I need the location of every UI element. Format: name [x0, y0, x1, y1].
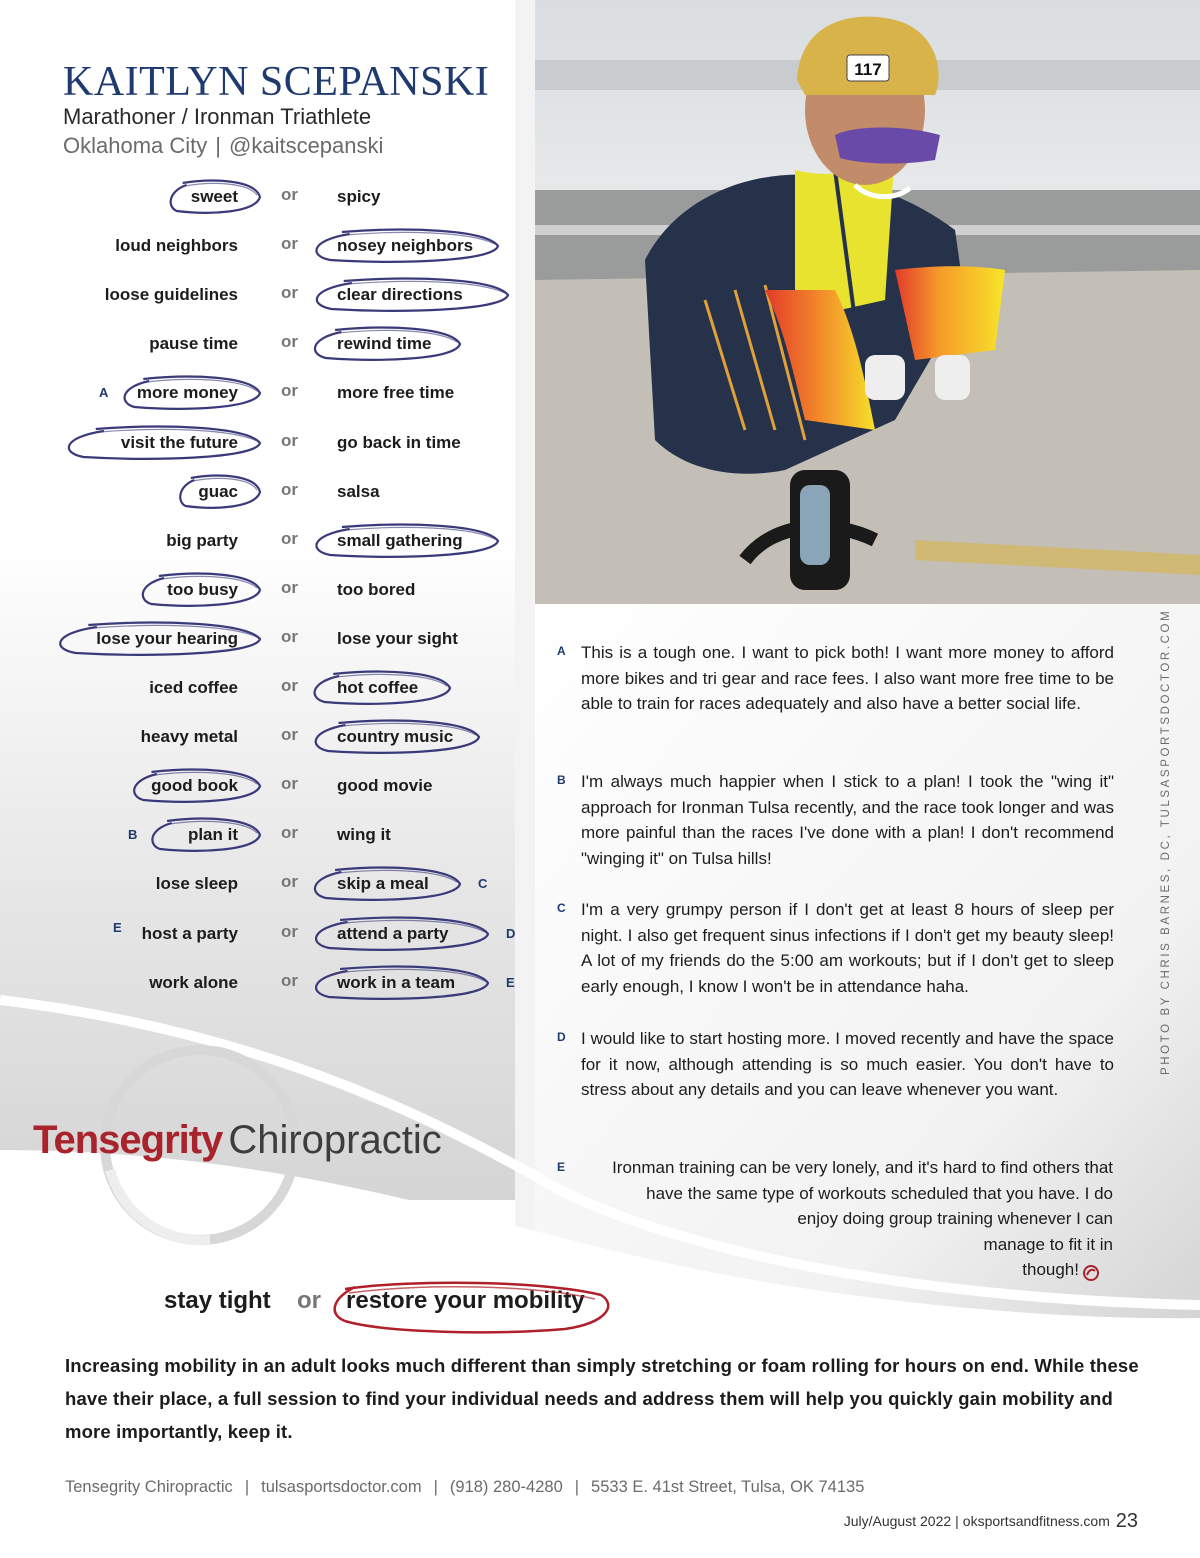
- choice-row: [0, 570, 540, 610]
- choice-left[interactable]: good book: [151, 776, 238, 795]
- choice-right[interactable]: country music: [337, 727, 454, 746]
- or-label: or: [281, 725, 298, 744]
- or-label: or: [281, 234, 298, 253]
- helmet-number: 117: [854, 60, 882, 79]
- choice-row: [0, 521, 540, 561]
- athlete-subtitle: Marathoner / Ironman Triathlete: [63, 104, 372, 129]
- magazine-site[interactable]: oksportsandfitness.com: [962, 1513, 1110, 1529]
- choice-left[interactable]: visit the future: [120, 433, 238, 452]
- end-mark-icon: [1082, 1264, 1100, 1282]
- choice-row: [0, 963, 540, 1003]
- choice-row: [0, 275, 540, 315]
- or-label: or: [281, 971, 298, 990]
- ad-left-option: stay tight: [164, 1287, 271, 1314]
- or-label: or: [281, 480, 298, 499]
- or-label: or: [281, 283, 298, 302]
- or-label: or: [281, 872, 298, 891]
- choice-right[interactable]: salsa: [337, 482, 380, 501]
- answer-block: [557, 640, 1114, 717]
- answer-text: This is a tough one. I want to pick both! I want more money to afford more bikes and tri gear and race fees. I also want more free time to be able to train for races adequately and also have a better social life.: [581, 643, 1114, 713]
- choice-right[interactable]: hot coffee: [337, 678, 419, 697]
- choice-left[interactable]: work alone: [149, 973, 238, 992]
- or-label: or: [281, 185, 298, 204]
- athlete-location: [63, 133, 383, 159]
- or-label: or: [281, 431, 298, 450]
- or-label: or: [281, 627, 298, 646]
- ad-right-option: restore your mobility: [346, 1287, 585, 1314]
- choice-row: [0, 177, 540, 217]
- choice-right[interactable]: lose your sight: [337, 629, 458, 648]
- answer-block: [557, 769, 1114, 871]
- choice-left[interactable]: sweet: [190, 187, 238, 206]
- or-label: or: [281, 676, 298, 695]
- choice-right[interactable]: work in a team: [337, 973, 456, 992]
- answer-e: [557, 1155, 1117, 1290]
- athlete-photo: [535, 0, 1200, 604]
- choice-right[interactable]: nosey neighbors: [337, 236, 474, 255]
- answer-letter: C: [557, 901, 566, 915]
- social-handle[interactable]: @kaitscepanski: [229, 133, 384, 158]
- or-label: or: [281, 823, 298, 842]
- choice-right[interactable]: wing it: [337, 825, 391, 844]
- choice-row: [0, 914, 540, 954]
- or-label: or: [281, 922, 298, 941]
- ad-body: Increasing mobility in an adult looks much different than simply stretching or foam rolling for hours on end. While these have their place, a full session to find your individual needs and address them will help you quickly gain mobility and more importantly, keep it.: [65, 1355, 1139, 1442]
- separator: |: [215, 133, 221, 158]
- choice-right[interactable]: clear directions: [337, 285, 463, 304]
- choice-row: [0, 226, 540, 266]
- choice-right[interactable]: spicy: [337, 187, 381, 206]
- answer-block: [557, 1026, 1114, 1103]
- footer: Tensegrity Chiropractic | tulsasportsdoctor.com | (918) 280-4280 | 5533 E. 41st Street, Tulsa, OK 74135: [65, 1478, 865, 1496]
- choice-left[interactable]: pause time: [149, 334, 238, 353]
- answer-letter: A: [557, 644, 566, 658]
- footer-website[interactable]: tulsasportsdoctor.com: [261, 1478, 422, 1496]
- choice-left[interactable]: loose guidelines: [104, 285, 238, 304]
- footer-phone[interactable]: (918) 280-4280: [449, 1478, 563, 1496]
- choice-row: [0, 472, 540, 512]
- choice-right[interactable]: skip a meal: [337, 874, 429, 893]
- choice-right[interactable]: go back in time: [337, 433, 461, 452]
- choice-right[interactable]: attend a party: [337, 924, 449, 943]
- answer-e-line: though!: [1022, 1260, 1079, 1279]
- choice-left[interactable]: lose sleep: [155, 874, 238, 893]
- choice-left[interactable]: host a party: [141, 924, 238, 943]
- or-label: or: [281, 578, 298, 597]
- answer-marker: D: [506, 926, 516, 941]
- or-label: or: [281, 332, 298, 351]
- choice-right[interactable]: good movie: [337, 776, 433, 795]
- issue-date: July/August 2022: [843, 1513, 952, 1529]
- or-label: or: [281, 774, 298, 793]
- answer-marker: A: [99, 385, 109, 400]
- choice-left[interactable]: heavy metal: [140, 727, 238, 746]
- page-number: 23: [1115, 1510, 1138, 1532]
- answer-letter: E: [557, 1160, 566, 1174]
- choice-left[interactable]: guac: [198, 482, 238, 501]
- answer-letter: D: [557, 1030, 566, 1044]
- choice-right[interactable]: small gathering: [337, 531, 463, 550]
- choice-row: [0, 373, 540, 413]
- choice-right[interactable]: too bored: [337, 580, 416, 599]
- city: Oklahoma City: [63, 133, 208, 158]
- answer-marker: E: [113, 920, 122, 935]
- choice-row: [0, 619, 540, 659]
- or-label: or: [281, 529, 298, 548]
- footer-business: Tensegrity Chiropractic: [65, 1478, 233, 1496]
- tensegrity-logo: [33, 1118, 442, 1163]
- answer-marker: E: [506, 975, 515, 990]
- choice-left[interactable]: plan it: [187, 825, 238, 844]
- choice-left[interactable]: big party: [166, 531, 238, 550]
- choice-row: [0, 668, 540, 708]
- choice-row: [0, 766, 540, 806]
- footer-address: 5533 E. 41st Street, Tulsa, OK 74135: [591, 1478, 865, 1496]
- choice-row: [0, 717, 540, 757]
- choice-left[interactable]: too busy: [167, 580, 238, 599]
- answer-text: I'm a very grumpy person if I don't get at least 8 hours of sleep per night. I also get frequent sinus infections if I don't get my beauty sleep! A lot of my friends do the 5:00 am workouts; but if I don't get to sleep early enough, I know I won't be in attendance haha.: [581, 900, 1114, 996]
- answer-e-line: enjoy doing group training whenever I can: [797, 1209, 1113, 1228]
- page-title: KAITLYN SCEPANSKI: [63, 59, 490, 105]
- logo-part-1: Tensegrity: [33, 1118, 223, 1162]
- or-label: or: [281, 381, 298, 400]
- choice-left[interactable]: iced coffee: [149, 678, 238, 697]
- choice-left[interactable]: more money: [136, 383, 238, 402]
- photo-credit: PHOTO BY CHRIS BARNES, DC, TULSASPORTSDOCTOR.COM: [1160, 608, 1172, 1075]
- answer-e-line: have the same type of workouts scheduled that you have. I do: [646, 1183, 1113, 1203]
- choice-row: [0, 423, 540, 463]
- choice-right[interactable]: rewind time: [337, 334, 432, 353]
- answer-marker: C: [478, 876, 488, 891]
- logo-part-2: Chiropractic: [228, 1118, 442, 1162]
- answer-marker: B: [128, 827, 138, 842]
- choice-right[interactable]: more free time: [337, 383, 455, 402]
- answer-block: [557, 897, 1114, 999]
- choice-left[interactable]: lose your hearing: [96, 629, 238, 648]
- answer-letter: B: [557, 773, 566, 787]
- answer-e-line: Ironman training can be very lonely, and it's hard to find others that: [612, 1158, 1113, 1177]
- answer-e-line: manage to fit it in: [983, 1234, 1113, 1254]
- ad-or: or: [297, 1287, 321, 1314]
- answer-text: I'm always much happier when I stick to a plan! I took the "wing it" approach for Ironman Tulsa recently, and the race took longer and was more painful than the races I've done with a plan! I don't recommend "winging it" on Tulsa hills!: [581, 772, 1114, 868]
- answer-text: I would like to start hosting more. I moved recently and have the space for it now, although attending is so much easier. You don't have to stress about any details and you can leave whenever you want.: [581, 1029, 1114, 1099]
- page-folio: July/August 2022 | oksportsandfitness.com 23: [843, 1510, 1138, 1532]
- choice-row: [0, 815, 540, 855]
- choice-row: [0, 864, 540, 904]
- choice-row: [0, 324, 540, 364]
- choice-left[interactable]: loud neighbors: [115, 236, 238, 255]
